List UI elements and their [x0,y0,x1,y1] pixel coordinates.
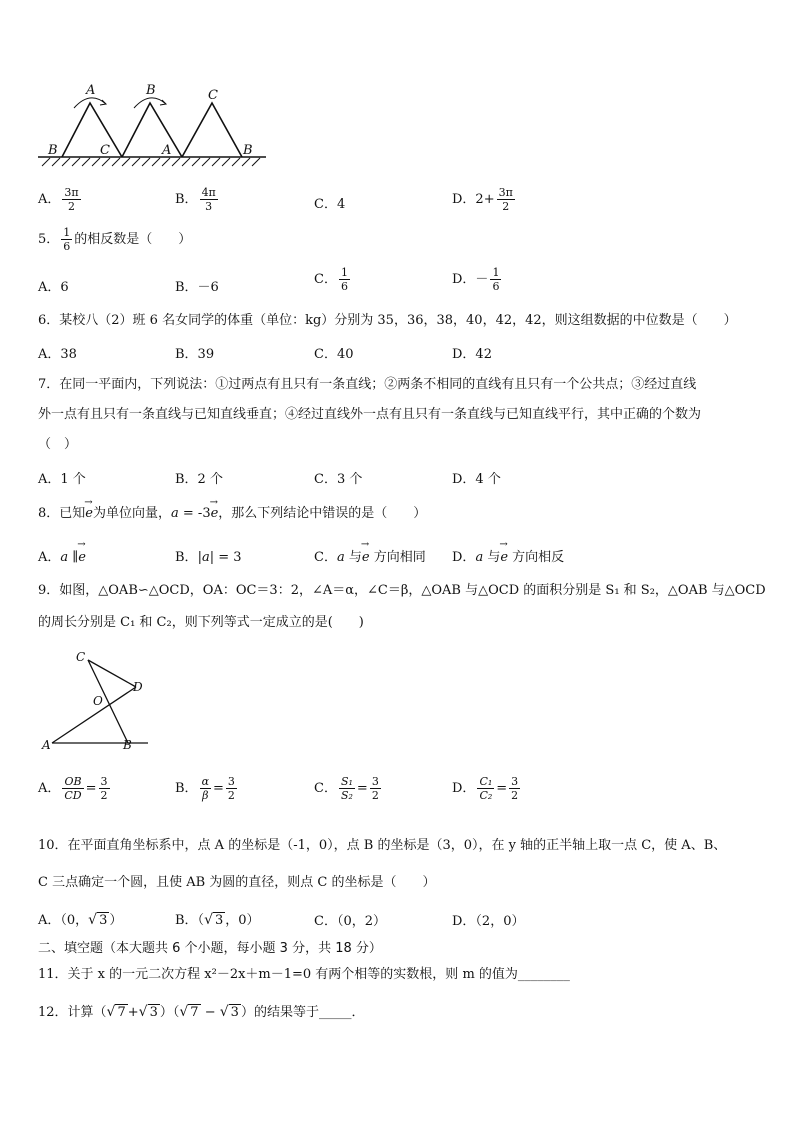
frac-num: 4π [201,186,216,199]
text: 与 [483,550,501,565]
text: ） [109,913,123,928]
text: 为单位向量， [92,506,171,521]
fig2-label-c: C [76,650,86,664]
radicand: 3 [230,1005,239,1020]
frac-den: 2 [511,789,519,802]
q9-stem-line2: 的周长分别是 C₁ 和 C₂，则下列等式一定成立的是( ) [38,615,364,630]
option-label: B． [175,550,198,565]
text: − [200,1005,220,1020]
text: ）（ [159,1005,180,1020]
fig1-label-b1: B [48,143,58,158]
fig1-label-c2: C [208,88,218,103]
frac-den: 6 [63,240,71,253]
frac-num: OB [62,775,83,789]
option-label: A． [38,550,61,565]
q9-option-c[interactable]: C． $\frac{\text{S₁}}{\text{S₂}}$ = $\frac{3}{2}$ [314,775,379,802]
q6-option-a[interactable]: A．38 [38,347,77,362]
q6-stem: 6．某校八（2）班 6 名女同学的体重（单位：kg）分别为 35，36，38，40，42，42，则这组数据的中位数是（ ） [38,313,737,328]
frac-num: 3 [371,775,379,788]
frac-num: 1 [63,226,71,239]
frac-num: α [201,775,209,788]
q10-option-d[interactable]: D．（2，0） [452,914,525,929]
q10-option-c[interactable]: C．（0，2） [314,914,386,929]
frac-num: 1 [492,266,500,279]
q8-option-b[interactable]: B．|a| = 3 [175,550,242,565]
option-label: C． [314,550,337,565]
frac-den: 6 [340,280,348,293]
fig1-label-b3: B [243,143,253,158]
frac-den: 6 [492,280,500,293]
text: 8．已知 [38,506,86,521]
q6-option-c[interactable]: C．40 [314,347,354,362]
frac-num: C₁ [479,775,493,788]
text: = 3 [214,550,242,565]
q9-option-a[interactable]: A． $\frac{OB}{CD}$ = $\frac{3}{2}$ [38,775,108,802]
q7-option-c[interactable]: C．3 个 [314,472,363,487]
radicand: 7 [117,1005,126,1020]
text: 与 [344,550,362,565]
q4-option-a[interactable] [38,186,83,213]
frac-den: 2 [100,789,108,802]
q7-option-d[interactable]: D．4 个 [452,472,501,487]
fig1-label-b2: B [146,83,156,98]
radicand: 7 [190,1005,199,1020]
frac-num: 3 [100,775,108,788]
q8-option-a[interactable] [38,546,86,565]
q10-stem-line2: C 三点确定一个圆，且使 AB 为圆的直径，则点 C 的坐标是（ ） [38,875,436,890]
fig1-label-c1: C [100,143,110,158]
q4-option-b[interactable] [175,186,220,213]
q12-stem: 12．计算（√ 7 +√ 3 ）（√ 7 − √ 3 ）的结果等于_____． [38,1004,365,1020]
q7-stem-line2: 外一点有且只有一条直线与已知直线垂直；④经过直线外一点有且只有一条直线与已知直线平行，其中正确的个数为 [38,407,702,422]
option-label: D．－ [452,272,489,287]
text: 12．计算（ [38,1005,107,1020]
q7-option-b[interactable]: B．2 个 [175,472,223,487]
q6-option-b[interactable]: B．39 [175,347,215,362]
q10-option-b[interactable]: B．（√ 3 ，0） [175,912,260,928]
vector-e: → e [85,505,93,523]
text: 方向相反 [508,550,565,565]
fig2-label-o: O [93,694,103,708]
vector-e: → e [78,550,86,565]
text: 方向相同 [369,550,426,565]
question-text: 的相反数是（ ） [74,232,192,247]
q4-option-c[interactable]: C．4 [314,197,346,212]
q4-option-d[interactable] [452,186,517,213]
frac-den: 2 [371,789,379,802]
fig2-label-a: A [42,738,51,752]
option-label: D．2+ [452,192,495,207]
option-label: C． [314,272,337,287]
frac-den: 2 [502,200,510,213]
option-label: B．（ [175,913,205,928]
q9-option-b[interactable]: B． $\frac{\alpha}{\beta}$ = $\frac{3}{2}$ [175,775,235,802]
frac-num: 3π [64,186,79,199]
vector-a: a [336,550,345,565]
q5-option-d[interactable] [452,266,503,293]
radicand: 3 [214,913,224,928]
fig1-label-a1: A [86,83,96,98]
frac-den: CD [64,789,82,802]
q8-stem [38,505,426,523]
q5-stem [38,226,191,253]
frac-den: C₂ [479,789,493,802]
frac-num: S₁ [340,775,353,788]
q5-option-a[interactable]: A．6 [38,280,69,295]
radicand: 3 [149,1005,158,1020]
option-label: D． [452,550,476,565]
option-label: B． [175,781,198,796]
q6-option-d[interactable]: D．42 [452,347,492,362]
q8-option-d[interactable] [452,546,564,565]
vector-e: → e [362,550,370,565]
frac-num: 3π [498,186,513,199]
q7-option-a[interactable]: A．1 个 [38,472,86,487]
text: = -3 [178,506,211,521]
option-label: A． [38,781,61,796]
frac-num: 3 [511,775,519,788]
frac-den: S₂ [340,789,353,802]
question-number: 5． [38,232,60,247]
q5-option-b[interactable]: B．－6 [175,280,219,295]
section-heading: 二、填空题（本大题共 6 个小题，每小题 3 分，共 18 分） [38,941,382,956]
q10-option-a[interactable]: A．（0，√ 3 ） [38,912,123,928]
option-label: A．（0， [38,913,89,928]
q8-option-c[interactable] [314,546,426,565]
option-label: C． [314,781,337,796]
text: + [127,1005,139,1020]
q7-stem-line3: （ ） [38,437,78,452]
text: ）的结果等于_____． [240,1005,365,1020]
q9-stem-line1: 9．如图，△OAB∽△OCD，OA：OC＝3：2，∠A＝α，∠C＝β，△OAB 与△OCD 的面积分别是 S₁ 和 S₂，△OAB 与△OCD [38,583,766,598]
vector-a: a [60,550,69,565]
vector-e: → e [211,505,219,523]
q5-option-c[interactable] [314,266,352,293]
vector-a: a [171,506,179,521]
frac-den: 2 [68,200,75,213]
frac-num: 1 [340,266,348,279]
frac-num: 3 [227,775,235,788]
frac-den: β [202,789,209,802]
option-label: D． [452,781,476,796]
q9-option-d[interactable]: D． $\frac{\text{C₁}}{\text{C₂}}$ = $\frac{3}{2}$ [452,775,519,802]
q11-stem: 11．关于 x 的一元二次方程 x²－2x＋m－1=0 有两个相等的实数根，则 m 的值为________ [38,967,570,982]
vector-a: a [475,550,484,565]
vector-a: a [201,550,210,565]
frac-den: 3 [205,200,213,213]
frac-den: 2 [227,789,235,802]
text: ，0） [225,913,260,928]
text: ，那么下列结论中错误的是（ ） [218,506,427,521]
radicand: 3 [99,913,108,928]
q7-stem-line1: 7．在同一平面内，下列说法：①过两点有且只有一条直线；②两条不相同的直线有且只有一个公共点；③经过直线 [38,377,697,392]
fig1-label-a2: A [162,143,172,158]
q10-stem-line1: 10．在平面直角坐标系中，点 A 的坐标是（-1，0），点 B 的坐标是（3，0），在 y 轴的正半轴上取一点 C，使 A、B、 [38,838,727,853]
parallel-symbol: ∥ [68,550,79,565]
fig2-label-d: D [133,680,143,694]
fig2-label-b: B [123,738,132,752]
option-label: A． [38,192,61,207]
option-label: B． [175,192,198,207]
vector-e: → e [500,550,508,565]
